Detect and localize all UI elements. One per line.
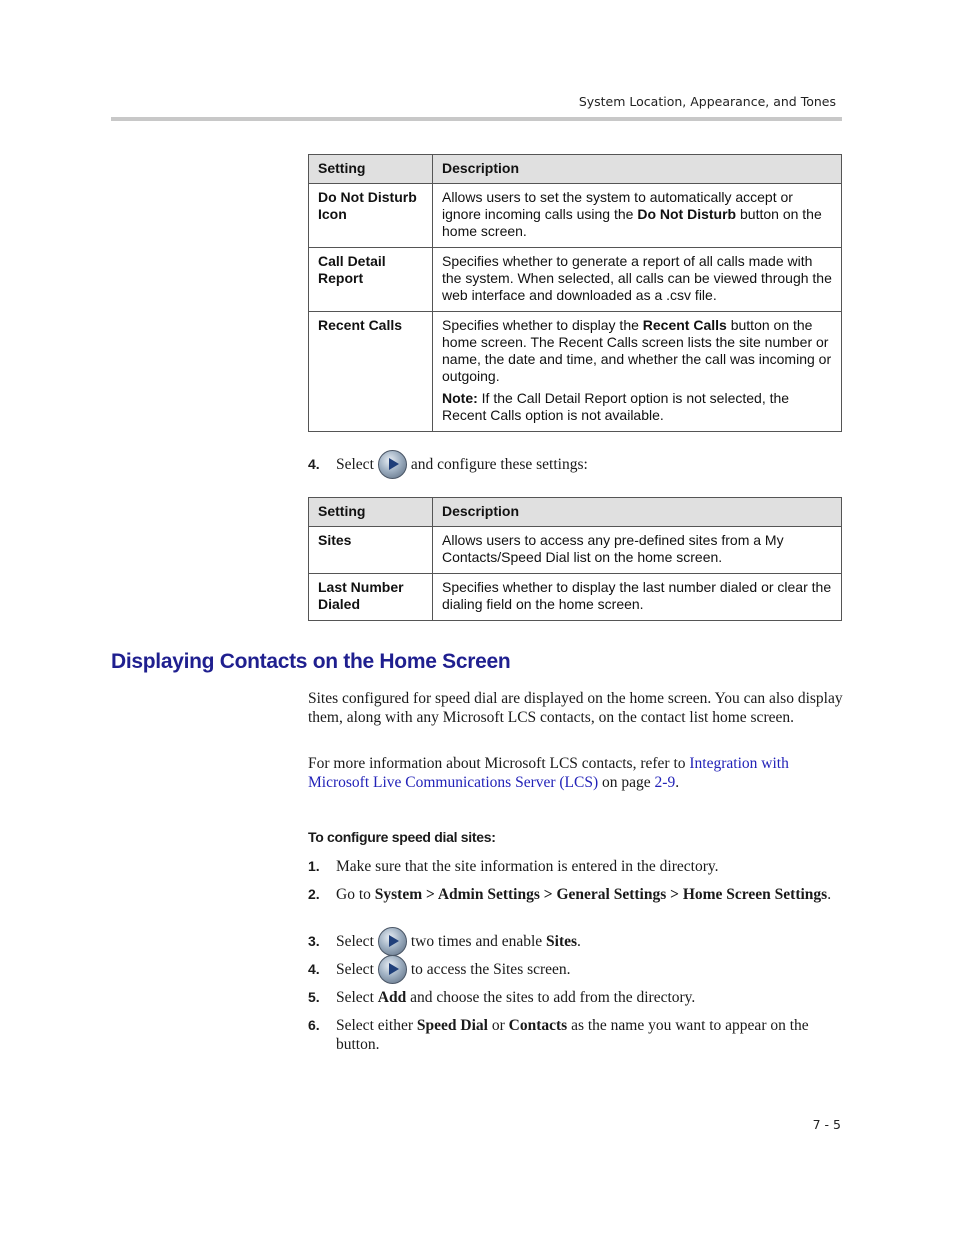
settings-table-2 — [308, 497, 842, 621]
note: Note: If the Call Detail Report option is not selected, the Recent Calls option is not available. — [442, 390, 790, 423]
setting-description: Specifies whether to display the last number dialed or clear the dialing field on the home screen. — [433, 574, 842, 621]
procedure-step-4: 4. Select to access the Sites screen. — [308, 960, 842, 980]
procedure-step-3: 3. Select two times and enable Sites. — [308, 932, 842, 952]
table-row — [309, 527, 842, 574]
step-number: 2. — [308, 886, 320, 902]
header-rule — [111, 117, 842, 121]
table-row — [309, 312, 842, 432]
section-heading: Displaying Contacts on the Home Screen — [111, 650, 511, 673]
next-arrow-icon — [378, 927, 407, 956]
lcs-integration-link[interactable]: Integration with Microsoft Live Communications Server (LCS) — [308, 755, 789, 791]
column-header-setting: Setting — [309, 498, 433, 527]
page-ref-link[interactable]: 2-9 — [654, 774, 676, 791]
setting-name: Call Detail Report — [309, 248, 433, 312]
table-row — [309, 248, 842, 312]
table-row — [309, 184, 842, 248]
setting-name: Do Not Disturb Icon — [309, 184, 433, 248]
setting-description: Allows users to access any pre-defined sites from a My Contacts/Speed Dial list on the home screen. — [433, 527, 842, 574]
column-header-description: Description — [433, 498, 842, 527]
table-row — [309, 574, 842, 621]
step-select-configure: 4. Select and configure these settings: — [308, 455, 842, 475]
column-header-setting: Setting — [309, 155, 433, 184]
running-header: System Location, Appearance, and Tones — [578, 94, 836, 109]
settings-table-1 — [308, 154, 842, 432]
setting-description: Specifies whether to display the Recent Calls button on the home screen. The Recent Calls screen lists the site number or name, the date and time, and whether the call was incoming or outgoing. Note: If the Call Detail Report option is not selected, the Recent Calls option is not available. — [433, 312, 842, 432]
step-number: 6. — [308, 1017, 320, 1033]
step-number: 4. — [308, 456, 320, 472]
reference-paragraph: For more information about Microsoft LCS contacts, refer to Integration with Microsoft Live Communications Server (LCS) on page 2-9. — [308, 755, 789, 791]
step-number: 5. — [308, 989, 320, 1005]
step-number: 4. — [308, 961, 320, 977]
procedure-step-2: 2. Go to System > Admin Settings > General Settings > Home Screen Settings. — [308, 886, 832, 903]
setting-name: Last Number Dialed — [309, 574, 433, 621]
setting-name: Sites — [309, 527, 433, 574]
procedure-step-6: 6. Select either Speed Dial or Contacts as the name you want to appear on the button. — [308, 1017, 809, 1053]
setting-name: Recent Calls — [309, 312, 433, 432]
step-number: 3. — [308, 933, 320, 949]
table-header-row — [309, 498, 842, 527]
procedure-step-5: 5. Select Add and choose the sites to add from the directory. — [308, 989, 696, 1006]
setting-description: Specifies whether to generate a report of all calls made with the system. When selected, all calls can be viewed through the web interface and downloaded as a .csv file. — [433, 248, 842, 312]
next-arrow-icon — [378, 955, 407, 984]
procedure-step-1: 1. Make sure that the site information is entered in the directory. — [308, 858, 719, 875]
intro-paragraph: Sites configured for speed dial are displayed on the home screen. You can also display them, along with any Microsoft LCS contacts, on the contact list home screen. — [308, 690, 843, 726]
step-number: 1. — [308, 858, 320, 874]
table-header-row — [309, 155, 842, 184]
column-header-description: Description — [433, 155, 842, 184]
setting-description: Allows users to set the system to automatically accept or ignore incoming calls using the Do Not Disturb button on the home screen. — [433, 184, 842, 248]
procedure-title: To configure speed dial sites: — [308, 829, 496, 845]
page-number: 7 - 5 — [812, 1117, 841, 1132]
next-arrow-icon — [378, 450, 407, 479]
